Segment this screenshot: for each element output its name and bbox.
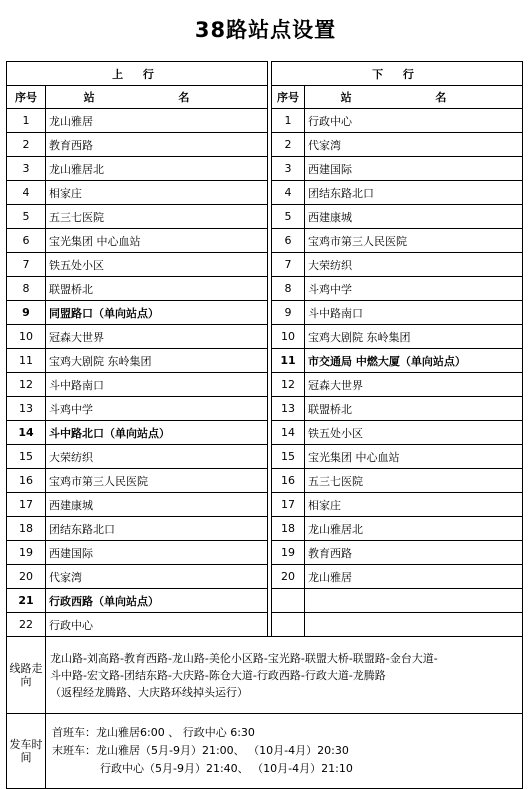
- up-station-name: 斗鸡中学: [46, 397, 268, 421]
- down-station-name: 市交通局 中燃大厦（单向站点）: [305, 349, 523, 373]
- table-row: [7, 229, 523, 253]
- up-station-number: 15: [7, 445, 46, 469]
- down-station-name: 团结东路北口: [305, 181, 523, 205]
- down-station-name: 龙山雅居: [305, 565, 523, 589]
- down-station-name: 斗鸡中学: [305, 277, 523, 301]
- up-station-number: 11: [7, 349, 46, 373]
- up-station-name: 五三七医院: [46, 205, 268, 229]
- table-row: [7, 181, 523, 205]
- down-station-number: 8: [272, 277, 305, 301]
- table-row: [7, 301, 523, 325]
- down-station-name: 西建康城: [305, 205, 523, 229]
- down-station-number: 15: [272, 445, 305, 469]
- up-station-name: 斗中路南口: [46, 373, 268, 397]
- table-row: [7, 253, 523, 277]
- down-station-name: 龙山雅居北: [305, 517, 523, 541]
- up-station-name: 西建康城: [46, 493, 268, 517]
- up-station-number: 1: [7, 109, 46, 133]
- down-station-header: 站 名: [305, 86, 523, 109]
- up-station-name: 行政西路（单向站点）: [46, 589, 268, 613]
- down-station-number: 3: [272, 157, 305, 181]
- table-row: [7, 613, 523, 637]
- route-line-1: 龙山路-刘高路-教育西路-龙山路-美伦小区路-宝光路-联盟大桥-联盟路-金台大道-: [50, 651, 438, 665]
- schedule-description: [46, 714, 523, 789]
- up-station-number: 6: [7, 229, 46, 253]
- table-row: [7, 445, 523, 469]
- down-direction-header: 下 行: [272, 62, 523, 86]
- up-station-number: 3: [7, 157, 46, 181]
- down-station-name: 五三七医院: [305, 469, 523, 493]
- up-station-name: 同盟路口（单向站点）: [46, 301, 268, 325]
- up-station-number: 13: [7, 397, 46, 421]
- up-station-name: 铁五处小区: [46, 253, 268, 277]
- up-station-number: 10: [7, 325, 46, 349]
- up-station-name: 宝鸡大剧院 东岭集团: [46, 349, 268, 373]
- table-row: [7, 109, 523, 133]
- down-station-number: 18: [272, 517, 305, 541]
- down-station-name: 冠森大世界: [305, 373, 523, 397]
- up-station-name: 宝光集团 中心血站: [46, 229, 268, 253]
- down-station-number: [272, 613, 305, 637]
- down-station-number: [272, 589, 305, 613]
- table-row: [7, 373, 523, 397]
- down-station-number: 2: [272, 133, 305, 157]
- down-station-name: 铁五处小区: [305, 421, 523, 445]
- up-station-number: 12: [7, 373, 46, 397]
- down-station-number: 5: [272, 205, 305, 229]
- up-station-number: 22: [7, 613, 46, 637]
- up-station-name: 相家庄: [46, 181, 268, 205]
- page-title: 38路站点设置: [194, 18, 337, 42]
- route-line-2: 斗中路-宏文路-团结东路-大庆路-陈仓大道-行政西路-行政大道-龙腾路: [50, 668, 386, 682]
- down-station-name: [305, 613, 523, 637]
- table-row: [7, 565, 523, 589]
- table-row: [7, 589, 523, 613]
- up-station-number: 9: [7, 301, 46, 325]
- up-station-number: 20: [7, 565, 46, 589]
- down-station-number: 17: [272, 493, 305, 517]
- down-station-number: 19: [272, 541, 305, 565]
- up-station-number: 17: [7, 493, 46, 517]
- up-station-name: 大荣纺织: [46, 445, 268, 469]
- down-station-name: 相家庄: [305, 493, 523, 517]
- down-station-name: 宝光集团 中心血站: [305, 445, 523, 469]
- down-station-number: 10: [272, 325, 305, 349]
- down-station-number: 6: [272, 229, 305, 253]
- route-label: 线路走向: [7, 637, 46, 714]
- down-station-number: 1: [272, 109, 305, 133]
- down-station-name: 联盟桥北: [305, 397, 523, 421]
- down-station-number: 13: [272, 397, 305, 421]
- up-station-name: 代家湾: [46, 565, 268, 589]
- schedule-label: 发车时间: [7, 714, 46, 789]
- table-row: [7, 325, 523, 349]
- up-station-name: 龙山雅居北: [46, 157, 268, 181]
- up-station-name: 冠森大世界: [46, 325, 268, 349]
- down-station-name: 宝鸡市第三人民医院: [305, 229, 523, 253]
- table-row: [7, 541, 523, 565]
- table-row: [7, 133, 523, 157]
- last-bus: 末班车：龙山雅居（5月-9月）21:00、 （10月-4月）20:30: [52, 744, 349, 757]
- up-station-number: 7: [7, 253, 46, 277]
- down-station-number: 7: [272, 253, 305, 277]
- down-station-name: 宝鸡大剧院 东岭集团: [305, 325, 523, 349]
- table-row: [7, 349, 523, 373]
- up-station-number: 4: [7, 181, 46, 205]
- down-station-name: 行政中心: [305, 109, 523, 133]
- down-station-number: 20: [272, 565, 305, 589]
- up-station-name: 西建国际: [46, 541, 268, 565]
- up-station-name: 联盟桥北: [46, 277, 268, 301]
- table-row: [7, 157, 523, 181]
- table-row: [7, 397, 523, 421]
- down-station-name: 教育西路: [305, 541, 523, 565]
- down-station-number: 16: [272, 469, 305, 493]
- up-station-number: 14: [7, 421, 46, 445]
- table-row: [7, 469, 523, 493]
- down-station-name: [305, 589, 523, 613]
- table-row: [7, 421, 523, 445]
- down-station-name: 西建国际: [305, 157, 523, 181]
- table-row: [7, 205, 523, 229]
- table-row: [7, 277, 523, 301]
- up-station-name: 行政中心: [46, 613, 268, 637]
- up-direction-header: 上 行: [7, 62, 268, 86]
- down-station-name: 代家湾: [305, 133, 523, 157]
- route-description: [46, 637, 523, 714]
- up-station-number: 2: [7, 133, 46, 157]
- down-station-number: 9: [272, 301, 305, 325]
- first-bus: 首班车：龙山雅居6:00 、 行政中心 6:30: [52, 726, 255, 739]
- down-station-name: 斗中路南口: [305, 301, 523, 325]
- up-station-number: 18: [7, 517, 46, 541]
- down-station-name: 大荣纺织: [305, 253, 523, 277]
- route-line-3: （返程经龙腾路、大庆路环线掉头运行）: [50, 685, 248, 699]
- table-row: [7, 493, 523, 517]
- up-station-name: 龙山雅居: [46, 109, 268, 133]
- down-seq-header: 序号: [272, 86, 305, 109]
- down-station-number: 4: [272, 181, 305, 205]
- up-station-name: 团结东路北口: [46, 517, 268, 541]
- up-station-number: 16: [7, 469, 46, 493]
- last-bus-2: 行政中心（5月-9月）21:40、 （10月-4月）21:10: [100, 762, 353, 775]
- up-station-name: 斗中路北口（单向站点）: [46, 421, 268, 445]
- down-station-number: 12: [272, 373, 305, 397]
- up-station-header: 站 名: [46, 86, 268, 109]
- up-station-number: 8: [7, 277, 46, 301]
- up-station-number: 21: [7, 589, 46, 613]
- up-station-name: 宝鸡市第三人民医院: [46, 469, 268, 493]
- down-station-number: 14: [272, 421, 305, 445]
- up-seq-header: 序号: [7, 86, 46, 109]
- up-station-number: 19: [7, 541, 46, 565]
- station-table: [6, 61, 523, 789]
- down-station-number: 11: [272, 349, 305, 373]
- up-station-number: 5: [7, 205, 46, 229]
- table-row: [7, 517, 523, 541]
- up-station-name: 教育西路: [46, 133, 268, 157]
